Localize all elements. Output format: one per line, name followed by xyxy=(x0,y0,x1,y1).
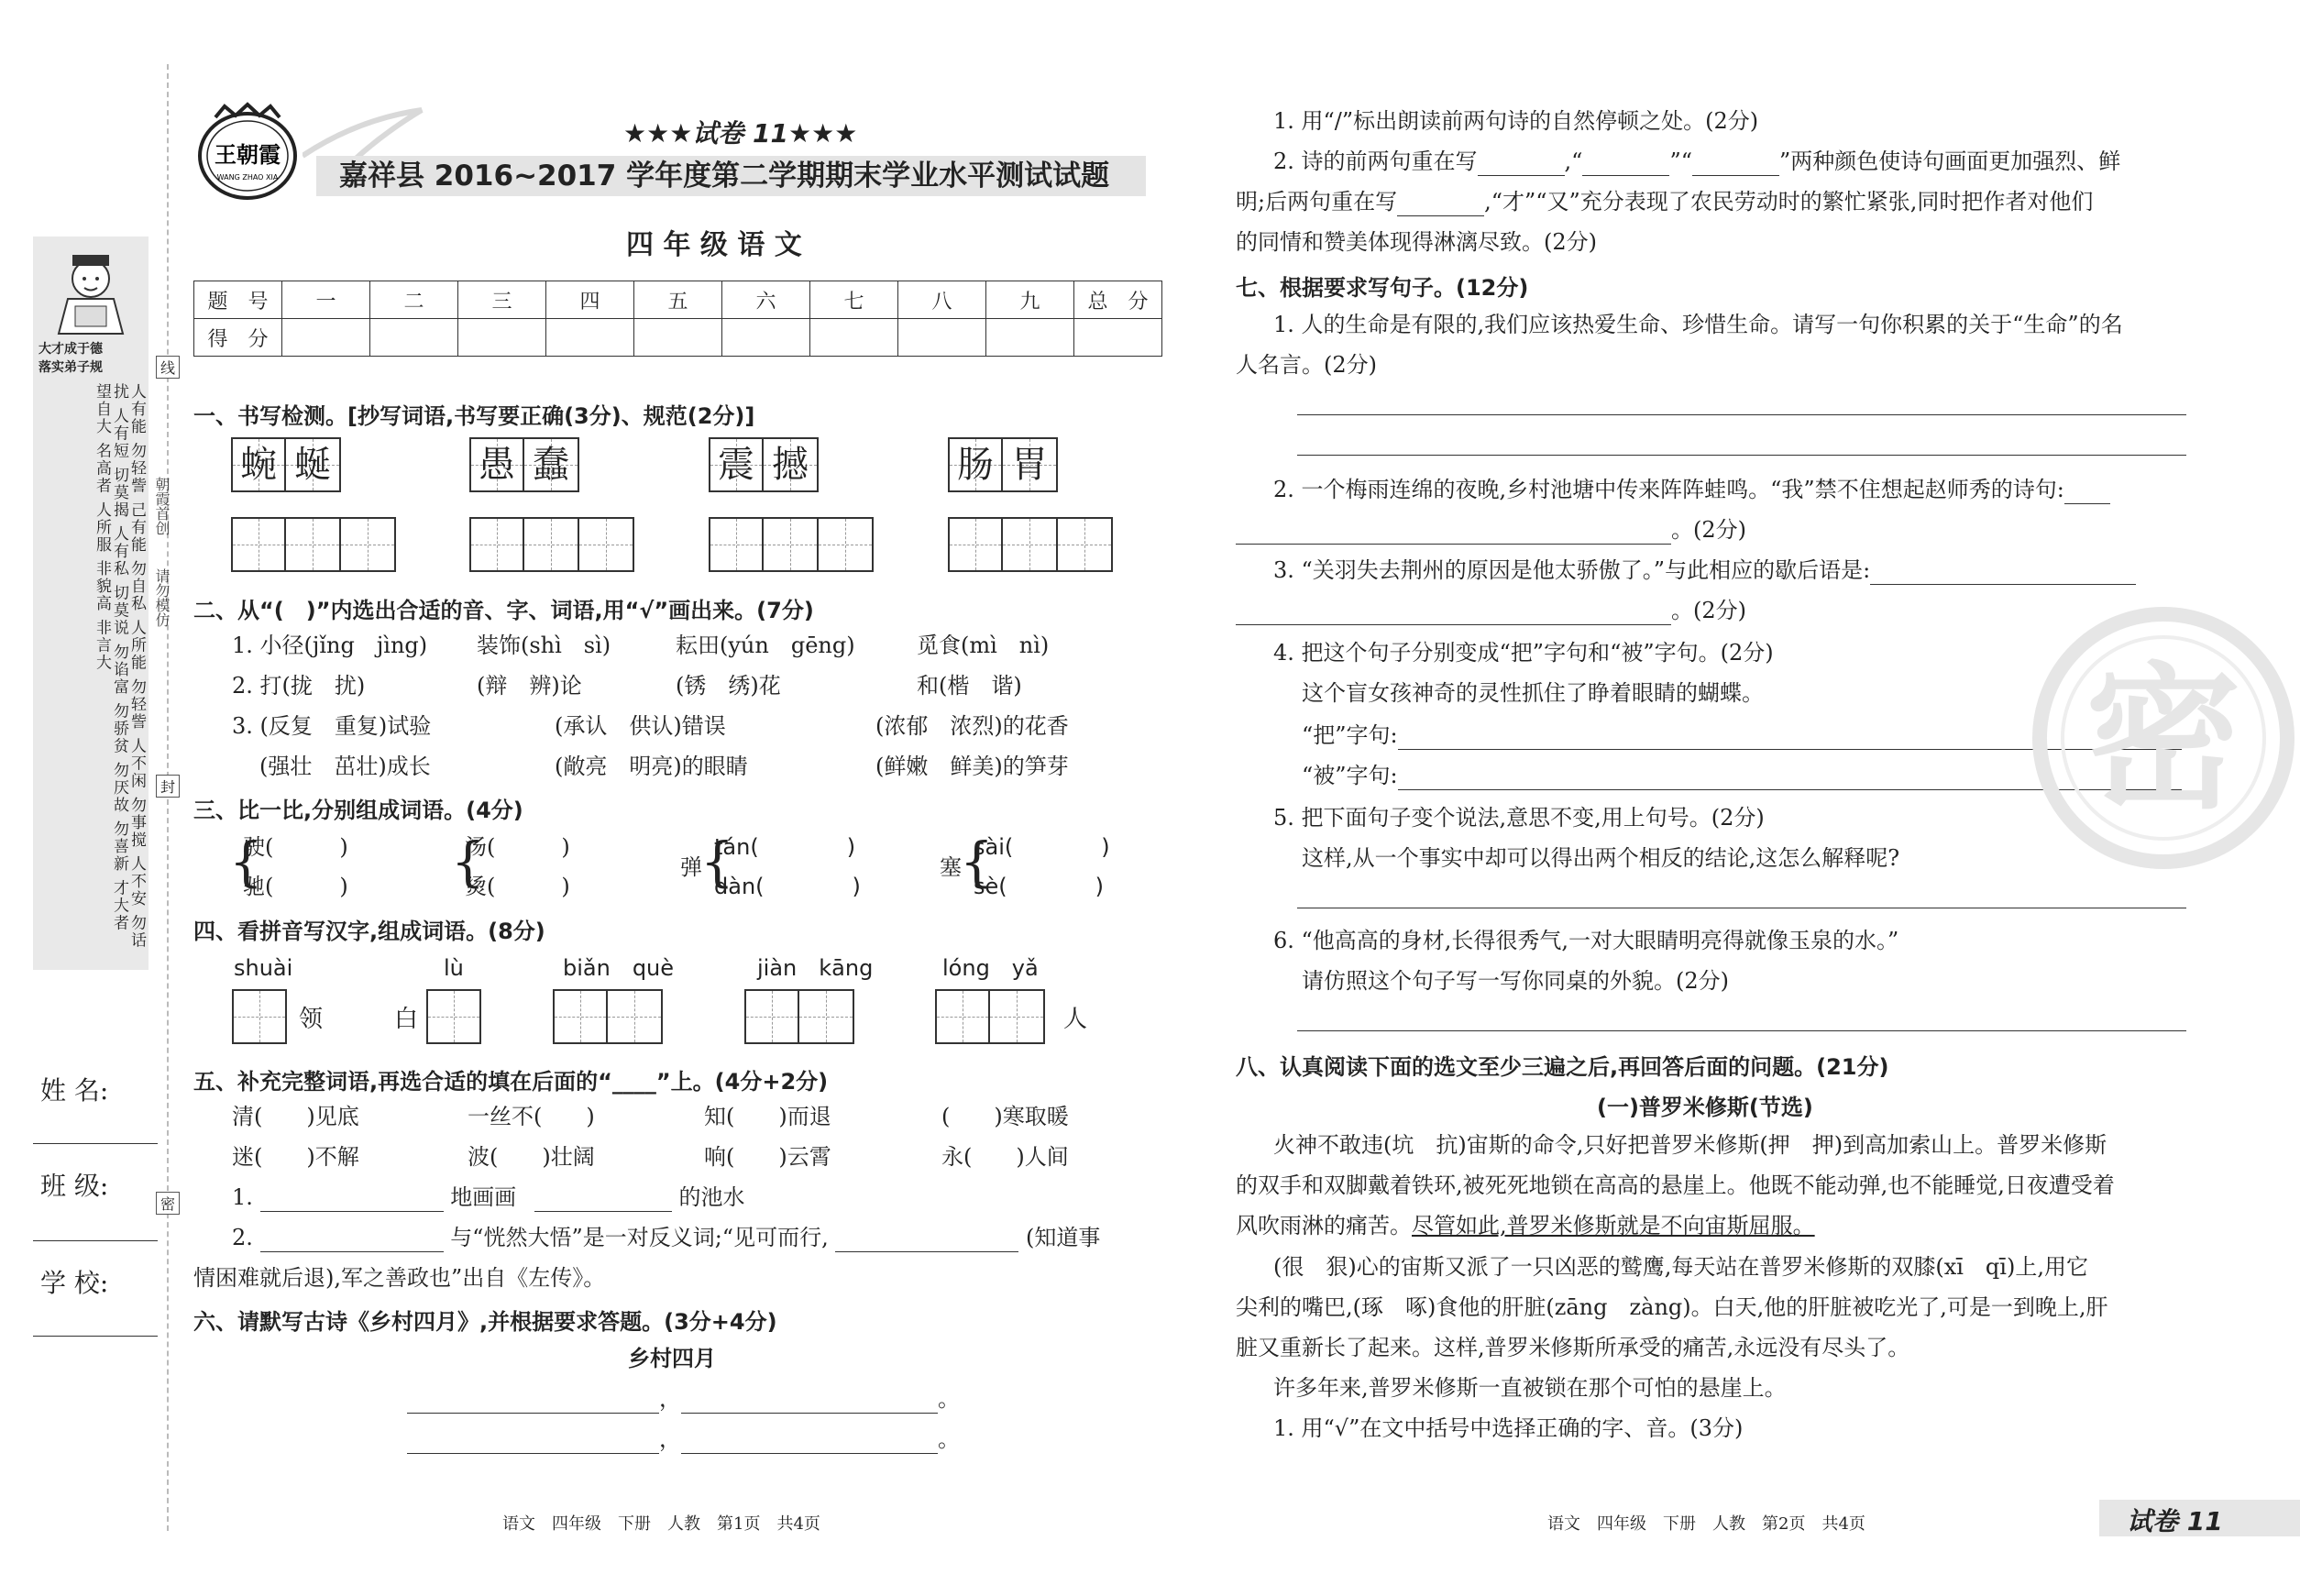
q3-item[interactable]: 驰( ) xyxy=(243,874,348,899)
score-cell[interactable] xyxy=(986,319,1074,357)
name-label: 姓 名: xyxy=(40,1075,109,1106)
pinyin: jiàn kāng xyxy=(757,955,874,981)
pinyin-box-5[interactable] xyxy=(935,989,1045,1044)
class-line[interactable] xyxy=(33,1240,158,1241)
exam-title: 嘉祥县 2016~2017 学年度第二学期期末学业水平测试试题 xyxy=(339,160,1110,193)
score-head-cell: 四 xyxy=(546,281,634,319)
q3-item[interactable]: 汤( ) xyxy=(465,834,570,860)
paper-badge: ★★★试卷 11★★★ xyxy=(623,118,858,149)
char-cell: 蠢 xyxy=(524,437,579,492)
cut-mark-xian: 线 xyxy=(156,356,180,379)
q7-s4-bei: “被”字句: xyxy=(1302,761,2182,790)
passage-line: 风吹雨淋的痛苦。尽管如此,普罗米修斯就是不向宙斯屈服。 xyxy=(1236,1213,1815,1238)
school-label: 学 校: xyxy=(40,1268,109,1298)
student-illustration xyxy=(40,242,141,343)
word-box-1 xyxy=(231,437,341,492)
q2-item[interactable]: (浓郁 浓烈)的花香 xyxy=(875,713,1069,739)
q4-char: 人 xyxy=(1063,1006,1088,1033)
q2-item[interactable]: 耘田(yún gēng) xyxy=(676,633,855,658)
q1-title: 一、书写检测。[抄写词语,书写要正确(3分)、规范(2分)] xyxy=(193,403,755,429)
poem-blank[interactable] xyxy=(681,1429,938,1454)
q8-title: 八、认真阅读下面的选文至少三遍之后,再回答后面的问题。(21分) xyxy=(1236,1054,1889,1080)
q7-title: 七、根据要求写句子。(12分) xyxy=(1236,275,1529,301)
q7-s5: 5. 把下面句子变个说法,意思不变,用上句号。(2分) xyxy=(1273,805,1765,831)
subject-title: 四 年 级 语 文 xyxy=(626,229,802,261)
q3-title: 三、比一比,分别组成词语。(4分) xyxy=(193,798,523,823)
q6-part2-end: 的同情和赞美体现得淋漓尽致。(2分) xyxy=(1236,229,1597,255)
q3-item[interactable]: sài( ) xyxy=(974,834,1110,860)
brace: { xyxy=(229,831,263,893)
answer-blank[interactable] xyxy=(1236,600,1671,625)
score-head-cell: 六 xyxy=(722,281,810,319)
q3-item[interactable]: 烫( ) xyxy=(465,874,570,899)
answer-blank[interactable] xyxy=(1582,151,1669,176)
q2-item[interactable]: (承认 供认)错误 xyxy=(555,713,726,739)
poem-blank[interactable] xyxy=(681,1389,938,1414)
q5-word[interactable]: 永( )人间 xyxy=(941,1144,1069,1170)
q7-s5-sentence: 这样,从一个事实中却可以得出两个相反的结论,这怎么解释呢? xyxy=(1302,845,1900,871)
word-box-2 xyxy=(469,437,579,492)
score-cell[interactable] xyxy=(1074,319,1162,357)
q2-item[interactable]: (锈 绣)花 xyxy=(676,673,781,699)
score-row-label: 得 分 xyxy=(194,319,282,357)
score-cell[interactable] xyxy=(898,319,986,357)
word-box-3 xyxy=(709,437,819,492)
answer-line[interactable] xyxy=(1297,455,2186,456)
q2-item[interactable]: (敞亮 明亮)的眼睛 xyxy=(555,754,748,779)
passage-line: 尖利的嘴巴,(琢 啄)食他的肝脏(zāng zàng)。白天,他的肝脏被吃光了,可是一到晚上,肝 xyxy=(1236,1294,2108,1320)
answer-blank[interactable] xyxy=(260,1227,444,1252)
word-box-4 xyxy=(948,437,1058,492)
char-cell: 蜒 xyxy=(286,437,341,492)
motto-top: 大才成于德 xyxy=(39,342,103,357)
char-cell: 胃 xyxy=(1003,437,1058,492)
q6-title: 六、请默写古诗《乡村四月》,并根据要求答题。(3分+4分) xyxy=(193,1309,777,1335)
q2-item[interactable]: 装饰(shì sì) xyxy=(477,633,611,658)
poem-blank[interactable] xyxy=(407,1429,659,1454)
score-cell[interactable] xyxy=(722,319,810,357)
footer-right: 语文 四年级 下册 人教 第2页 共4页 xyxy=(1547,1514,1865,1534)
q5-word[interactable]: 知( )而退 xyxy=(704,1104,831,1129)
q5-word[interactable]: 一丝不( ) xyxy=(468,1104,595,1129)
footer-badge: 试卷 11 xyxy=(2127,1506,2223,1536)
poem-blank[interactable] xyxy=(407,1389,659,1414)
brace: { xyxy=(451,831,485,893)
q4-char: 领 xyxy=(299,1006,324,1033)
q2-item[interactable]: 觅食(mì nì) xyxy=(917,633,1050,658)
q5-word[interactable]: 迷( )不解 xyxy=(232,1144,359,1170)
q2-title: 二、从“( )”内选出合适的音、字、词语,用“√”画出来。(7分) xyxy=(193,598,814,623)
confidential-seal xyxy=(2030,605,2296,871)
q5-word[interactable]: 清( )见底 xyxy=(232,1104,359,1129)
motto-sidebar xyxy=(33,237,149,970)
pinyin-box-4[interactable] xyxy=(744,989,854,1044)
q3-head: 塞 xyxy=(940,854,962,880)
char-cell: 愚 xyxy=(469,437,524,492)
logo xyxy=(188,101,307,202)
answer-blank[interactable] xyxy=(1692,151,1779,176)
seal-text: 密 xyxy=(2085,649,2242,831)
q7-s6: 6. “他高高的身材,长得很秀气,一对大眼睛明亮得就像玉泉的水。” xyxy=(1273,928,1899,953)
score-cell[interactable] xyxy=(458,319,546,357)
logo-text: 王朝霞 xyxy=(215,141,281,168)
q3-item[interactable]: dàn( ) xyxy=(714,874,861,899)
answer-blank[interactable] xyxy=(1478,151,1565,176)
passage-line: 脏又重新长了起来。这样,普罗米修斯所承受的痛苦,永远没有尽头了。 xyxy=(1236,1335,1910,1360)
q2-item[interactable]: (强壮 茁壮)成长 xyxy=(259,754,431,779)
copy-box-4[interactable] xyxy=(948,517,1113,572)
score-head-cell: 总 分 xyxy=(1074,281,1162,319)
score-head-cell: 三 xyxy=(458,281,546,319)
footer-left: 语文 四年级 下册 人教 第1页 共4页 xyxy=(502,1514,820,1534)
pinyin-box-2[interactable] xyxy=(426,989,481,1044)
score-head-cell: 五 xyxy=(634,281,722,319)
q3-item[interactable]: tán( ) xyxy=(714,834,856,860)
q7-s4: 4. 把这个句子分别变成“把”字句和“被”字句。(2分) xyxy=(1273,640,1774,666)
score-table-row xyxy=(194,319,1162,357)
passage-title: (一)普罗米修斯(节选) xyxy=(1597,1095,1813,1120)
q7-s1: 1. 人的生命是有限的,我们应该热爱生命、珍惜生命。请写一句你积累的关于“生命”的名 xyxy=(1273,312,2123,337)
pinyin: biǎn què xyxy=(563,955,675,981)
name-line[interactable] xyxy=(33,1143,158,1144)
q5-line3: 情困难就后退),军之善政也”出自《左传》。 xyxy=(193,1265,606,1291)
pinyin-box-3[interactable] xyxy=(553,989,663,1044)
score-cell[interactable] xyxy=(370,319,458,357)
q2-item[interactable]: 和(楷 谐) xyxy=(917,673,1022,699)
q2-item[interactable]: 3. (反复 重复)试验 xyxy=(232,713,432,739)
q2-item[interactable]: (鲜嫩 鲜美)的笋芽 xyxy=(875,754,1069,779)
q8-q1: 1. 用“√”在文中括号中选择正确的字、音。(3分) xyxy=(1273,1415,1744,1441)
q7-s4-ba: “把”字句: xyxy=(1302,721,2182,750)
poem-line-2: ， 。 xyxy=(407,1425,960,1454)
char-cell: 震 xyxy=(709,437,764,492)
copy-box-3[interactable] xyxy=(709,517,874,572)
q7-s6-instr: 请仿照这个句子写一写你同桌的外貌。(2分) xyxy=(1302,968,1729,994)
score-head-cell: 七 xyxy=(810,281,898,319)
q7-s3b: 。(2分) xyxy=(1236,596,1746,625)
passage-line: 火神不敢违(坑 抗)宙斯的命令,只好把普罗米修斯(押 押)到高加索山上。普罗米修斯 xyxy=(1273,1132,2107,1158)
score-head-cell: 题 号 xyxy=(194,281,282,319)
score-cell[interactable] xyxy=(282,319,370,357)
passage-line: 许多年来,普罗米修斯一直被锁在那个可怕的悬崖上。 xyxy=(1273,1375,1787,1401)
q7-s3: 3. “关羽失去荆州的原因是他太骄傲了。”与此相应的歇后语是: xyxy=(1273,556,2136,585)
score-head-cell: 九 xyxy=(986,281,1074,319)
answer-line[interactable] xyxy=(1297,414,2186,415)
side-note-1: 朝霞首创 xyxy=(153,477,171,535)
score-head-cell: 二 xyxy=(370,281,458,319)
q2-item[interactable]: 2. 打(拢 扰) xyxy=(232,673,366,699)
answer-line[interactable] xyxy=(1297,1030,2186,1031)
answer-blank[interactable] xyxy=(1397,192,1484,216)
q7-s2b: 。(2分) xyxy=(1236,515,1746,545)
q3-item[interactable]: sè( ) xyxy=(974,874,1104,899)
logo-sub: WANG ZHAO XIA xyxy=(216,173,279,182)
brace: { xyxy=(960,831,994,893)
q7-s2: 2. 一个梅雨连绵的夜晚,乡村池塘中传来阵阵蛙鸣。“我”禁不住想起赵师秀的诗句: xyxy=(1273,475,2110,504)
answer-blank[interactable] xyxy=(2064,479,2110,504)
motto-bottom: 落实弟子规 xyxy=(39,360,103,375)
q6-part2-cont: 明;后两句重在写 ,“才”“又”充分表现了农民劳动时的繁忙紧张,同时把作者对他们 xyxy=(1236,189,2094,215)
q6-part1: 1. 用“/”标出朗读前两句诗的自然停顿之处。(2分) xyxy=(1273,108,1759,134)
fold-line xyxy=(167,64,169,1531)
score-cell[interactable] xyxy=(634,319,722,357)
answer-blank[interactable] xyxy=(1870,560,2136,585)
score-cell[interactable] xyxy=(810,319,898,357)
answer-blank[interactable] xyxy=(1236,520,1671,545)
passage-line: (很 狠)心的宙斯又派了一只凶恶的鹫鹰,每天站在普罗米修斯的双膝(xī qī)上,用它 xyxy=(1273,1254,2088,1280)
brace: { xyxy=(700,831,734,893)
pinyin: shuài xyxy=(234,955,293,981)
char-cell: 肠 xyxy=(948,437,1003,492)
q5-word[interactable]: 响( )云霄 xyxy=(704,1144,831,1170)
cut-mark-feng: 封 xyxy=(156,775,180,798)
q3-item[interactable]: 驶( ) xyxy=(243,834,348,860)
q6-part2: 2. 诗的前两句重在写 ,“ ”“ ”两种颜色使诗句画面更加强烈、鲜 xyxy=(1273,149,2121,174)
q2-item[interactable]: 1. 小径(jǐng jìng) xyxy=(232,633,428,658)
school-line[interactable] xyxy=(33,1336,158,1337)
score-head-cell: 一 xyxy=(282,281,370,319)
q5-line1: 1. 地画画 的池水 xyxy=(232,1184,745,1210)
poem-line-1: ， 。 xyxy=(407,1384,960,1414)
score-table xyxy=(193,281,1162,357)
score-head-cell: 八 xyxy=(898,281,986,319)
q2-item[interactable]: (辩 辨)论 xyxy=(477,673,582,699)
answer-blank[interactable] xyxy=(534,1187,672,1212)
poem-title: 乡村四月 xyxy=(628,1345,716,1371)
cut-mark-mi: 密 xyxy=(156,1192,180,1215)
underlined-sentence: 尽管如此,普罗米修斯就是不向宙斯屈服。 xyxy=(1412,1213,1815,1238)
answer-blank[interactable] xyxy=(260,1187,444,1212)
copy-box-1[interactable] xyxy=(231,517,396,572)
answer-blank[interactable] xyxy=(835,1227,1018,1252)
score-cell[interactable] xyxy=(546,319,634,357)
copy-box-2[interactable] xyxy=(469,517,634,572)
side-note-2: 请勿模仿 xyxy=(153,568,171,627)
pinyin-box-1[interactable] xyxy=(232,989,287,1044)
class-label: 班 级: xyxy=(40,1171,109,1201)
pinyin: lù xyxy=(444,955,464,981)
q5-title: 五、补充完整词语,再选合适的填在后面的“____”上。(4分+2分) xyxy=(193,1069,829,1095)
q5-word[interactable]: ( )寒取暖 xyxy=(941,1104,1069,1129)
q5-line2: 2. 与“恍然大悟”是一对反义词;“见可而行, (知道事 xyxy=(232,1225,1101,1250)
motto-text: 人有能 勿轻訾 己有能 勿自私 人所能 勿轻訾 人不闲 勿事搅 人不安 勿话扰 人有短 切莫揭 人有私 切莫说 勿谄富 勿骄贫 勿厌故 勿喜新 才大者 望自大 名高者 人所服 非貌高 非言大 xyxy=(93,383,146,950)
passage-line: 的双手和双脚戴着铁环,被死死地锁在高高的悬崖上。他既不能动弹,也不能睡觉,日夜遭受着 xyxy=(1236,1172,2115,1198)
char-cell: 蜿 xyxy=(231,437,286,492)
score-table-header xyxy=(194,281,1162,319)
char-cell: 撼 xyxy=(764,437,819,492)
q3-head: 弹 xyxy=(680,854,702,880)
q4-title: 四、看拼音写汉字,组成词语。(8分) xyxy=(193,919,545,944)
q7-s1b: 人名言。(2分) xyxy=(1236,352,1377,378)
q5-word[interactable]: 波( )壮阔 xyxy=(468,1144,595,1170)
q7-s4-sentence: 这个盲女孩神奇的灵性抓住了睁着眼睛的蝴蝶。 xyxy=(1302,680,1764,706)
pinyin: lóng yǎ xyxy=(942,955,1039,981)
q4-char: 白 xyxy=(394,1006,419,1033)
